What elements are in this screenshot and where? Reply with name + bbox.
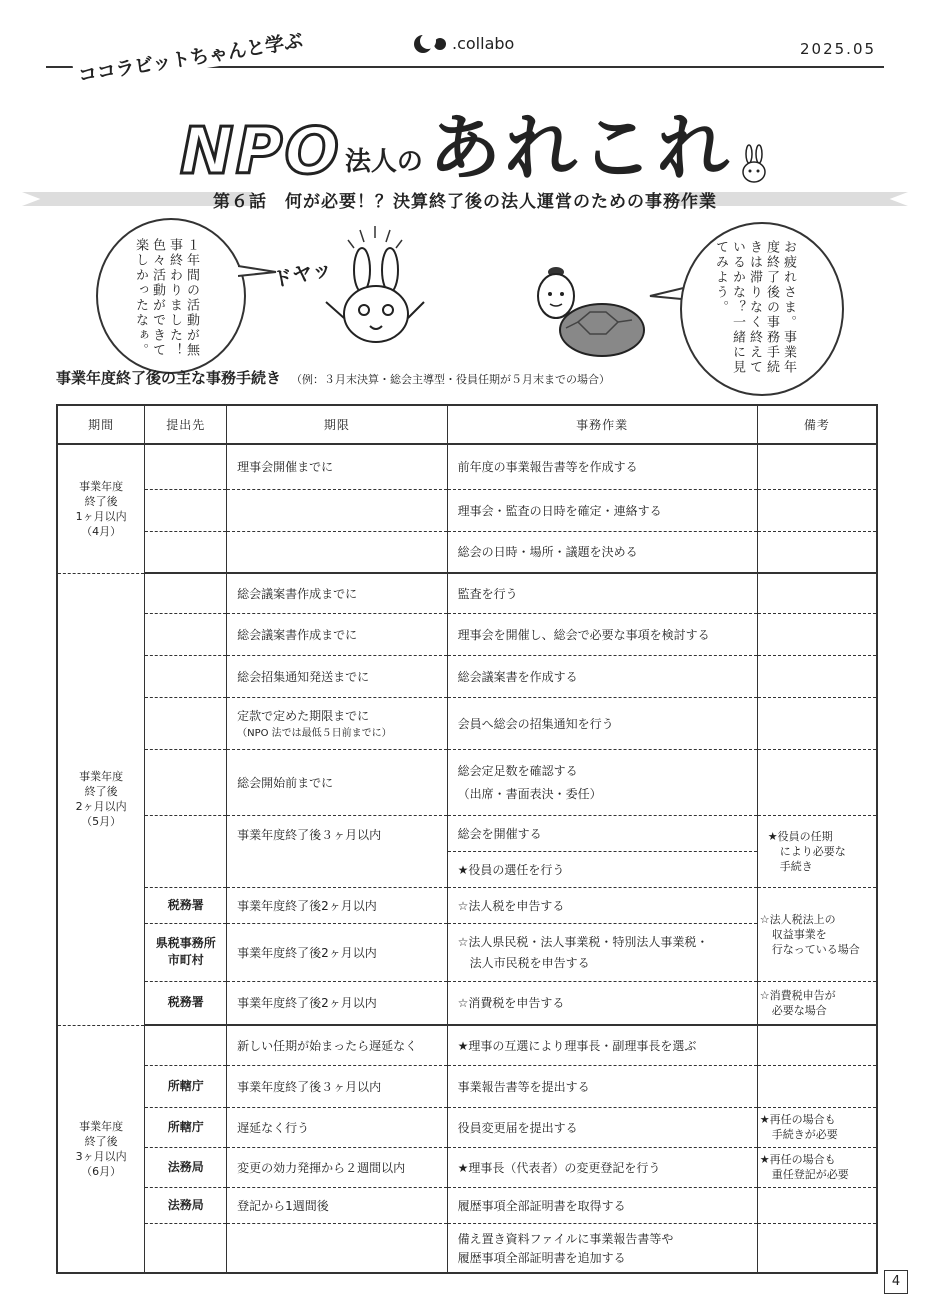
task-cell: 理事会を開催し、総会で必要な事項を検討する xyxy=(447,613,757,655)
table-row xyxy=(57,573,877,613)
task-cell: 役員変更届を提出する xyxy=(447,1107,757,1147)
task-cell xyxy=(447,923,757,981)
deadline-cell: 事業年度終了後2ヶ月以内 xyxy=(227,887,447,923)
table-row xyxy=(57,1223,877,1273)
note-cell xyxy=(757,815,877,887)
deadline-cell: 総会招集通知発送までに xyxy=(227,655,447,697)
note-line: 重任登記が必要 xyxy=(771,1168,849,1181)
submit-cell: 税務署 xyxy=(145,887,227,923)
task-line: 履歴事項全部証明書を追加する xyxy=(457,1250,626,1265)
period-line: 事業年度 xyxy=(79,770,124,783)
header-note: 備考 xyxy=(757,405,877,444)
note-cell xyxy=(757,613,877,655)
table-row xyxy=(57,923,877,981)
deadline-text: 定款で定めた期限までに xyxy=(237,709,370,723)
period-line: 事業年度 xyxy=(79,1119,124,1133)
table-row xyxy=(57,981,877,1025)
task-subtext: （出席・書面表決・委任） xyxy=(457,787,602,801)
page-number: 4 xyxy=(884,1270,908,1294)
note-cell xyxy=(757,444,877,489)
series-title xyxy=(180,106,769,190)
note-cell xyxy=(757,1187,877,1223)
task-cell: 会員へ総会の招集通知を行う xyxy=(447,697,757,749)
note-line: ☆法人税法上の xyxy=(759,912,836,926)
task-cell xyxy=(447,749,757,815)
submit-cell xyxy=(145,923,227,981)
table-row xyxy=(57,1147,877,1187)
deadline-cell: 変更の効力発揮から２週間以内 xyxy=(227,1147,447,1187)
table-row xyxy=(57,444,877,489)
note-cell xyxy=(757,887,877,981)
note-cell xyxy=(757,1223,877,1273)
task-cell: ★理事の互選により理事長・副理事長を選ぶ xyxy=(447,1025,757,1065)
task-cell: ★理事長（代表者）の変更登記を行う xyxy=(447,1147,757,1187)
table-row xyxy=(57,815,877,851)
note-line: ★役員の任期 xyxy=(767,829,833,843)
section-note: （例：３月末決算・総会主導型・役員任期が５月末までの場合） xyxy=(291,373,611,386)
submit-cell xyxy=(145,815,227,887)
deadline-cell: 事業年度終了後３ヶ月以内 xyxy=(227,1065,447,1107)
table-row xyxy=(57,1025,877,1065)
submit-cell xyxy=(145,613,227,655)
period-line: 2ヶ月以内 xyxy=(75,800,127,813)
logo-text: .collabo xyxy=(452,34,515,53)
deadline-cell: 事業年度終了後３ヶ月以内 xyxy=(227,815,447,887)
task-cell: 総会の日時・場所・議題を決める xyxy=(447,531,757,573)
task-cell: ☆消費税を申告する xyxy=(447,981,757,1025)
submit-cell xyxy=(145,1025,227,1065)
table-row xyxy=(57,531,877,573)
deadline-cell xyxy=(227,1223,447,1273)
deadline-cell xyxy=(227,531,447,573)
period-line: （4月） xyxy=(81,524,122,538)
task-cell: 事業報告書等を提出する xyxy=(447,1065,757,1107)
section-title xyxy=(56,367,610,388)
note-cell xyxy=(757,1025,877,1065)
issue-date: 2025.05 xyxy=(800,40,877,58)
table-row xyxy=(57,489,877,531)
submit-cell xyxy=(145,655,227,697)
left-bubble-text: １年間の活動が無事終わりました！色々活動ができて楽しかったなぁ。 xyxy=(133,238,199,358)
task-cell: ★役員の選任を行う xyxy=(447,851,757,887)
note-cell xyxy=(757,1065,877,1107)
mini-rabbit-icon xyxy=(739,144,769,184)
deadline-cell xyxy=(227,489,447,531)
table-row xyxy=(57,697,877,749)
rabbit-character-icon xyxy=(320,222,430,352)
period-cell-1 xyxy=(57,444,145,573)
note-cell xyxy=(757,531,877,573)
note-cell xyxy=(757,489,877,531)
deadline-cell: 総会議案書作成までに xyxy=(227,613,447,655)
right-speech-bubble xyxy=(680,222,844,396)
submit-cell: 法務局 xyxy=(145,1147,227,1187)
task-cell: 理事会・監査の日時を確定・連絡する xyxy=(447,489,757,531)
note-line: ★再任の場合も xyxy=(759,1113,836,1126)
note-cell xyxy=(757,1107,877,1147)
deadline-subtext: （NPO 法では最低５日前までに） xyxy=(237,728,392,739)
table-header-row xyxy=(57,405,877,444)
note-line: 必要な場合 xyxy=(771,1003,827,1017)
note-line: 収益事業を xyxy=(771,927,827,941)
task-cell: 総会を開催する xyxy=(447,815,757,851)
submit-cell xyxy=(145,697,227,749)
submit-line: 市町村 xyxy=(167,953,204,967)
submit-cell xyxy=(145,573,227,613)
deadline-cell: 総会議案書作成までに xyxy=(227,573,447,613)
sfx-text: ドヤッ xyxy=(270,255,335,292)
note-cell xyxy=(757,981,877,1025)
series-label: ココラビットちゃんと学ぶ xyxy=(72,25,309,88)
period-cell-2 xyxy=(57,573,145,1025)
task-text: 総会定足数を確認する xyxy=(457,764,578,778)
section-title-text: 事業年度終了後の主な事務手続き xyxy=(56,369,282,387)
header-submit: 提出先 xyxy=(145,405,227,444)
task-cell: 前年度の事業報告書等を作成する xyxy=(447,444,757,489)
submit-cell xyxy=(145,749,227,815)
header-deadline: 期限 xyxy=(227,405,447,444)
title-big: あれこれ xyxy=(428,106,733,190)
header-task: 事務作業 xyxy=(447,405,757,444)
note-line: により必要な xyxy=(779,844,846,858)
submit-cell: 所轄庁 xyxy=(145,1107,227,1147)
note-cell xyxy=(757,655,877,697)
table-row xyxy=(57,655,877,697)
task-cell xyxy=(447,1223,757,1273)
schedule-table xyxy=(56,404,878,1274)
task-cell: 監査を行う xyxy=(447,573,757,613)
left-speech-bubble xyxy=(96,218,246,374)
submit-cell: 所轄庁 xyxy=(145,1065,227,1107)
period-line: 終了後 xyxy=(84,1134,118,1148)
moon-icon xyxy=(414,35,432,53)
period-line: （6月） xyxy=(81,1164,122,1178)
turtle-character-icon xyxy=(528,262,648,362)
task-cell: 総会議案書を作成する xyxy=(447,655,757,697)
period-line: 3ヶ月以内 xyxy=(75,1149,127,1163)
note-line: 手続き xyxy=(779,859,813,873)
episode-title: 第６話 何が必要！？決算終了後の法人運営のための事務作業 xyxy=(213,192,717,212)
submit-line: 県税事務所 xyxy=(155,936,216,950)
period-line: 1ヶ月以内 xyxy=(75,509,127,523)
period-cell-3 xyxy=(57,1025,145,1273)
task-cell: 履歴事項全部証明書を取得する xyxy=(447,1187,757,1223)
table-row xyxy=(57,1065,877,1107)
note-line: ☆消費税申告が xyxy=(759,988,836,1002)
note-line: 手続きが必要 xyxy=(771,1128,838,1141)
deadline-cell: 新しい任期が始まったら遅延なく xyxy=(227,1025,447,1065)
note-cell xyxy=(757,697,877,749)
task-line: ☆法人県民税・法人事業税・特別法人事業税・ xyxy=(457,935,709,949)
note-cell xyxy=(757,1147,877,1187)
deadline-cell: 事業年度終了後2ヶ月以内 xyxy=(227,923,447,981)
submit-cell xyxy=(145,444,227,489)
submit-cell: 法務局 xyxy=(145,1187,227,1223)
submit-cell xyxy=(145,531,227,573)
table-row xyxy=(57,887,877,923)
deadline-cell: 遅延なく行う xyxy=(227,1107,447,1147)
period-line: （5月） xyxy=(81,815,122,828)
task-line: 法人市民税を申告する xyxy=(469,956,590,970)
collabo-logo xyxy=(414,34,514,53)
submit-cell xyxy=(145,489,227,531)
task-cell: ☆法人税を申告する xyxy=(447,887,757,923)
table-row xyxy=(57,1187,877,1223)
submit-cell: 税務署 xyxy=(145,981,227,1025)
right-bubble-text: お疲れさま。事業年度終了後の事務手続きは滞りなく終えているかな？一緒に見てみよう。 xyxy=(713,240,796,375)
period-line: 終了後 xyxy=(84,785,118,798)
title-npo: NPO xyxy=(180,115,341,189)
title-small: 法人の xyxy=(344,147,423,177)
table-row xyxy=(57,749,877,815)
note-cell xyxy=(757,749,877,815)
table-row xyxy=(57,1107,877,1147)
deadline-cell: 事業年度終了後2ヶ月以内 xyxy=(227,981,447,1025)
deadline-cell xyxy=(227,697,447,749)
note-line: 行なっている場合 xyxy=(771,942,860,956)
period-line: 終了後 xyxy=(84,494,118,508)
deadline-cell: 理事会開催までに xyxy=(227,444,447,489)
submit-cell xyxy=(145,1223,227,1273)
table-row xyxy=(57,613,877,655)
deadline-cell: 総会開始前までに xyxy=(227,749,447,815)
note-line: ★再任の場合も xyxy=(759,1153,836,1166)
period-line: 事業年度 xyxy=(79,479,124,493)
task-line: 備え置き資料ファイルに事業報告書等や xyxy=(457,1231,674,1246)
note-cell xyxy=(757,573,877,613)
header-period: 期間 xyxy=(57,405,145,444)
deadline-cell: 登記から1週間後 xyxy=(227,1187,447,1223)
